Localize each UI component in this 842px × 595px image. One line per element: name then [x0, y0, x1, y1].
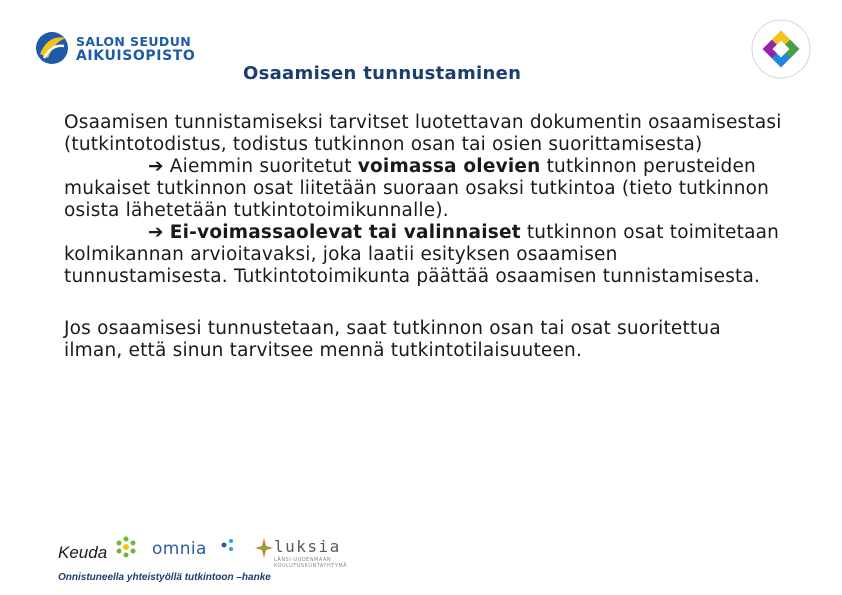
body-content — [64, 112, 784, 362]
paragraph-2-pre: Aiemmin suoritetut — [169, 156, 358, 177]
rainbow-diamond-icon — [750, 18, 812, 80]
paragraph-4: Jos osaamisesi tunnustetaan, saat tutkinnon osan tai osat suoritettua ilman, että sinun tarvitsee mennä tutkintotilaisuuteen. — [64, 318, 721, 361]
paragraph-3 — [64, 222, 784, 288]
omnia-logo-text: omnia — [152, 539, 207, 559]
paragraph-3-bold: Ei-voimassaolevat tai valinnaiset — [169, 222, 521, 243]
paragraph-1: Osaamisen tunnistamiseksi tarvitset luotettavan dokumentin osaamisestasi (tutkintotodistus, todistus tutkinnon osan tai osien suorittamisesta) — [64, 112, 782, 155]
luksia-subtitle: LÄNSI-UUDENMAAN KOULUTUSKUNTAYHTYMÄ — [274, 557, 348, 569]
paragraph-2-post: tutkinnon perusteiden mukaiset tutkinnon osat liitetään suoraan osaksi tutkintoa (tieto tutkinnon osista lähetetään tutkintotoimikunnalle). — [64, 156, 770, 221]
project-caption: Onnistuneella yhteistyöllä tutkintoon –hanke — [58, 572, 271, 583]
logo-line2: AIKUISOPISTO — [76, 48, 196, 64]
keuda-flower-icon — [114, 535, 138, 559]
paragraph-2 — [64, 156, 784, 222]
paragraph-3-post: tutkinnon osat toimitetaan kolmikannan arvioitavaksi, joka laatii esityksen osaamisen tunnustamisesta. Tutkintotoimikunta päättää osaamisen tunnistamisesta. — [64, 222, 780, 287]
globe-logo-icon — [34, 30, 72, 66]
logo-line1: SALON SEUDUN — [76, 34, 192, 49]
paragraph-2-bold: voimassa olevien — [357, 156, 541, 177]
luksia-logo-text: luksia — [274, 537, 341, 556]
keuda-logo-text: Keuda — [58, 543, 108, 562]
salon-seudun-aikuisopisto-logo — [34, 30, 209, 66]
arrow-right-icon: ➔ — [148, 156, 164, 177]
arrow-right-icon: ➔ — [148, 222, 164, 243]
luksia-star-icon — [254, 537, 274, 559]
omnia-dots-icon — [220, 537, 236, 553]
page-title: Osaamisen tunnustaminen — [243, 63, 522, 84]
opetushallitus-badge — [750, 18, 812, 80]
spacer — [64, 288, 784, 318]
partner-logos — [58, 533, 358, 569]
